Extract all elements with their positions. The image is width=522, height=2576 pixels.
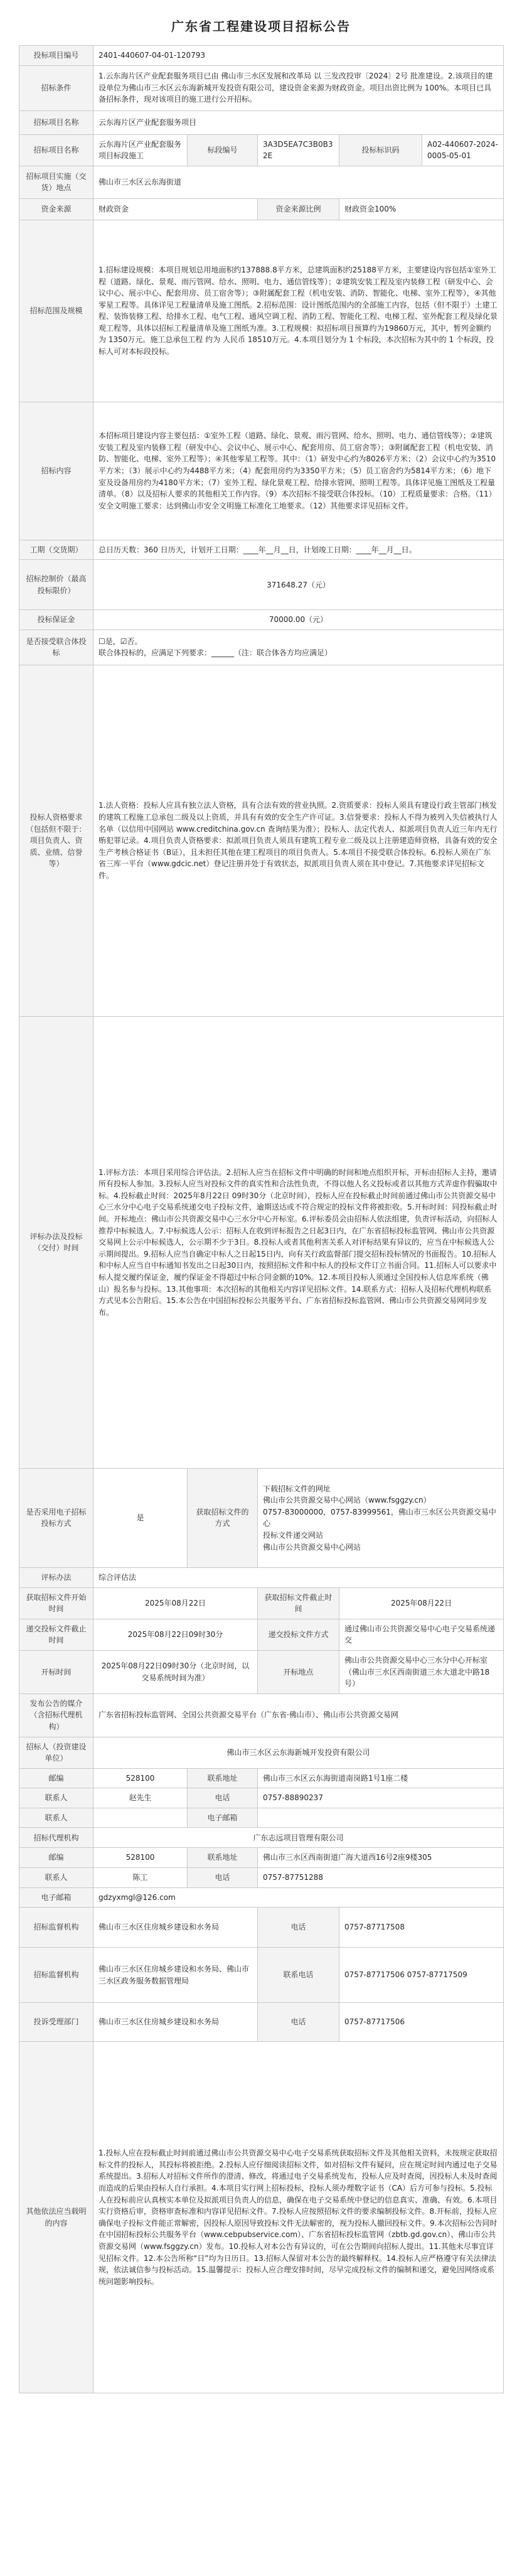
project-code-label: 投标项目编号	[19, 46, 93, 66]
publish-label: 发布公告的媒介（含招标代理机构）	[19, 1693, 93, 1737]
supervision-dept-label: 招标监督机构	[19, 1948, 93, 2003]
complaint-label: 投诉受理部门	[19, 2003, 93, 2042]
agency-person-label: 联系人	[19, 1868, 93, 1888]
platform-contact: 0757-83000000，0757-83999561，佛山市三水区公共资源交易中心	[263, 1507, 496, 1528]
submit-mode-label: 递交投标文件方式	[258, 1619, 339, 1650]
row-duration	[19, 540, 504, 560]
row-agency-email	[19, 1887, 504, 1908]
bid-conditions-text: 1.云东海片区产业配套服务项目已由 佛山市三水区发展和改革局 以 三发改投审〔2024〕2号 批准建设。2.该项目的建设单位为佛山市三水区云东海新城开发投资有限公司，建设资金来源为财政资金。项目出资比例为 100%。本项目已具备招标条件，现对该项目的施工进行公开招标。	[93, 65, 504, 110]
get-file-label: 获取招标文件开始时间	[19, 1587, 93, 1619]
agency-value: 广东志远项目管理有限公司	[93, 1828, 504, 1848]
electronic-label: 是否采用电子招标投标方式	[19, 1468, 93, 1567]
row-bid-scope	[19, 220, 504, 402]
row-complaint	[19, 2003, 504, 2042]
section-name-label: 招标项目名称	[19, 134, 93, 166]
agency-email-label: 电子邮箱	[19, 1887, 93, 1908]
tenderer-postcode-label: 邮编	[19, 1768, 93, 1788]
agency-postcode: 528100	[93, 1848, 188, 1868]
tenderer-label: 招标人（投资建设单位）	[19, 1737, 93, 1768]
tenderer-phone: 0757-88890237	[258, 1788, 504, 1808]
announcement-table	[19, 45, 504, 2393]
complaint-phone-label: 电话	[258, 2003, 339, 2042]
row-other	[19, 2042, 504, 2393]
project-name-label: 招标项目名称	[19, 110, 93, 134]
sub-code-label: 投标标识码	[339, 134, 422, 166]
duration-text: 总日历天数：360 日历天，计划开工日期：____年__月__日，计划竣工日期：____年__月__日。	[93, 540, 504, 560]
evaluation-label: 评标办法	[19, 1567, 93, 1587]
other-text: 1.投标人应在投标截止时间前通过佛山市公共资源交易中心电子交易系统获取招标文件及其他相关资料，未按规定获取招标文件的投标人，其投标将被拒绝。2.投标人应仔细阅读招标文件，如对招标文件有疑问，应在规定时间内通过电子交易系统提出。3.招标人对招标文件所作的澄清、修改，将通过电子交易系统发布，投标人应及时查阅，因投标人未及时查阅而造成的后果由投标人自行承担。4.本项目实行网上招标投标，投标人须办理数字证书（CA）后方可参与投标。5.投标人在投标前应认真核实本单位及拟派项目负责人的信息，确保在电子交易系统中登记的信息真实、准确、有效。6.本项目实行资格后审，资格审查标准和内容详见招标文件。7.投标人应按照招标文件的要求编制投标文件。8.开标前，投标人应确保电子投标文件能正常解密，因投标人原因导致投标文件无法解密的，视为投标人撤回投标文件。9.本次招标公告同时在中国招标投标公共服务平台（www.cebpubservice.com）、广东省招标投标监管网（zbtb.gd.gov.cn）、佛山市公共资源交易网（www.fsggzy.cn）发布。10.投标人对本公告有异议的，可在公告期间向招标人提出。11.其他未尽事宜详见招标文件。12.本公告所称“日”均为日历日。13.招标人保留对本公告的最终解释权。14.投标人应严格遵守有关法律法规，依法诚信参与投标活动。15.温馨提示：投标人应合理安排时间，尽早完成投标文件的编制和递交，避免因网络或系统问题影响投标。	[93, 2042, 504, 2393]
platform-label: 获取招标文件的方式	[188, 1468, 258, 1567]
tenderer-address: 佛山市三水区云东海街道南岗路1号1座二楼	[258, 1768, 504, 1788]
platform-url[interactable]: 佛山市公共资源交易中心网站（www.fsggzy.cn）	[263, 1496, 431, 1505]
submit-mode-value: 通过佛山市公共资源交易中心电子交易系统递交	[339, 1619, 504, 1650]
agency-phone-label: 电话	[188, 1868, 258, 1888]
row-section	[19, 134, 504, 166]
tenderer-agency-person	[93, 1808, 188, 1828]
row-tenderer-extra	[19, 1808, 504, 1828]
bid-scope-text: 1.招标建设规模：本项目规划总用地面积约137888.8平方米，总建筑面积约25188平方米，主要建设内容包括①室外工程（道路、绿化、景观、雨污管网、给水、照明、电力、通信管线等）；②建筑安装工程及室内装修工程（研发中心、会议中心、展示中心、配套用房、员工宿舍等）；③附属配套工程（机电安装、消防、智能化、电梯、室外工程等），④其他零星工程等。具体详见工程量清单及施工图纸。2.招标范围：设计图纸范围内的全部施工内容，包括（但不限于）土建工程、装饰装修工程、给排水工程、电气工程、通风空调工程、消防工程、智能化工程、电梯工程、室外配套工程及绿化景观工程等，具体以招标工程量清单及施工图纸为准。3.工程规模：拟招标项目预算约为19860万元，其中，暂列金额约为 1350万元。施工总承包工程 约为 人民币 18510万元。4.本项目划分为 1 个标段，本次招标为其中的 1 个标段，投标人可对本标段投标。	[93, 220, 504, 402]
duration-label: 工期（交货期）	[19, 540, 93, 560]
row-qualification	[19, 665, 504, 1016]
platform-title-value: 佛山市公共资源交易中心网站	[263, 1542, 361, 1552]
section-code-label: 标段编号	[188, 134, 258, 166]
complaint-phone: 0757-87717506	[339, 2003, 504, 2042]
row-deposit	[19, 610, 504, 630]
project-code-value: 2401-440607-04-01-120793	[93, 46, 504, 66]
supervision-phone-label: 电话	[258, 1908, 339, 1948]
tenderer-person: 赵先生	[93, 1788, 188, 1808]
section-name-value: 云东海片区产业配套服务项目标段施工	[93, 134, 188, 166]
row-tenderer	[19, 1737, 504, 1768]
section-code-value: A02-440607-2024-0005-05-01	[422, 134, 504, 166]
tenderer-postcode: 528100	[93, 1768, 188, 1788]
location-label: 招标项目实施（交货）地点	[19, 166, 93, 198]
control-price-value: 371648.27（元）	[93, 560, 504, 610]
other-label: 其他依法应当载明的内容	[19, 2042, 93, 2393]
get-file-end-value: 2025年08月22日	[339, 1587, 504, 1619]
open-label: 开标时间	[19, 1650, 93, 1693]
agency-email: gdzyxmgl@126.com	[93, 1887, 504, 1908]
agency-phone: 0757-87751288	[258, 1868, 504, 1888]
supervision-dept-phone-label: 联系电话	[258, 1948, 339, 2003]
row-fund-source	[19, 198, 504, 220]
agency-address-label: 联系地址	[188, 1848, 258, 1868]
consortium-note: 联合体投标的，应满足下列要求：______（注：联合体各方均应满足）	[99, 648, 333, 658]
tenderer-email-label: 电子邮箱	[188, 1808, 258, 1828]
bid-conditions-label: 招标条件	[19, 65, 93, 110]
deposit-value: 70000.00（元）	[93, 610, 504, 630]
qualification-text: 1.法人资格：投标人应具有独立法人资格，具有合法有效的营业执照。2.资质要求：投标人须具有建设行政主管部门核发的建筑工程施工总承包二级及以上资质，并具有有效的安全生产许可证。3.信誉要求：投标人不得为被列入失信被执行人名单（以信用中国网站 www.creditchina.gov.cn 查询结果为准）；投标人、法定代表人、拟派项目负责人近三年内无行贿犯罪记录。4.项目负责人资格要求：拟派项目负责人须具有建筑工程专业二级及以上注册建造师资格，具备有效的安全生产考核合格证书（B证），且未担任其他在建工程项目的项目负责人。5.本项目不接受联合体投标。6.投标人须在广东省三库一平台（www.gdcic.net）登记注册并处于有效状态，拟派项目负责人须在其中登记。7.其他要求详见招标文件。	[93, 665, 504, 1016]
tenderer-phone-label: 电话	[188, 1788, 258, 1808]
platform-cell	[258, 1468, 504, 1567]
tenderer-email	[258, 1808, 504, 1828]
project-name-value: 云东海片区产业配套服务项目	[93, 110, 504, 134]
methods-text: 1.评标方法：本项目采用综合评估法。2.招标人应当在招标文件中明确的时间和地点组织开标，开标由招标人主持，邀请所有投标人参加。3.投标人应当对投标文件的真实性和合法性负责，不得以他人名义投标或者以其他方式弄虚作假骗取中标。4.投标截止时间：2025年8月22日 09时30分（北京时间），投标人应在投标截止时间前通过佛山市公共资源交易中心三水分中心电子交易系统递交电子投标文件，逾期送达或不符合规定的投标文件将被拒收。5.开标时间：同投标截止时间。开标地点：佛山市公共资源交易中心三水分中心开标室。6.评标委员会由招标人依法组建，负责评标活动，向招标人推荐中标候选人。7.中标候选人公示：招标人在收到评标报告之日起3日内，在广东省招标投标监管网、佛山市公共资源交易网上公示中标候选人，公示期不少于3日。8.投标人或者其他利害关系人对评标结果有异议的，应当在中标候选人公示期间提出。9.招标人应当自确定中标人之日起15日内，向有关行政监督部门提交招标投标情况的书面报告。10.招标人和中标人应当自中标通知书发出之日起30日内，按照招标文件和中标人的投标文件订立书面合同。11.招标人可以要求中标人提交履约保证金，履约保证金不得超过中标合同金额的10%。12.本项目投标人须通过全国投标人信息库系统（佛山）报名参与投标。13.其他事项：本次招标的其他相关内容详见招标文件。14.联系方式：招标人及招标代理机构联系方式见本公告附后。15.本公告在中国招标投标公共服务平台、广东省招标投标监管网、佛山市公共资源交易网同步发布。	[93, 1016, 504, 1468]
submit-value: 2025年08月22日09时30分	[93, 1619, 258, 1650]
row-submit	[19, 1619, 504, 1650]
row-get-file	[19, 1587, 504, 1619]
open-place-label: 开标地点	[258, 1650, 339, 1693]
row-control-price	[19, 560, 504, 610]
row-bid-conditions	[19, 65, 504, 110]
agency-label: 招标代理机构	[19, 1828, 93, 1848]
qualification-label: 投标人资格要求（包括但不限于：项目负责人、资质、业绩、信誉等）	[19, 665, 93, 1016]
tenderer-agency-person-label: 联系人	[19, 1808, 93, 1828]
methods-label: 评标办法及投标（交付）时间	[19, 1016, 93, 1468]
agency-address: 佛山市三水区西南街道广海大道西16号2座9楼305	[258, 1848, 504, 1868]
supervision-label: 招标监督机构	[19, 1908, 93, 1948]
row-publish	[19, 1693, 504, 1737]
row-consortium	[19, 630, 504, 665]
consortium-cell	[93, 630, 504, 665]
row-location	[19, 166, 504, 198]
electronic-value: 是	[93, 1468, 188, 1567]
get-file-value: 2025年08月22日	[93, 1587, 258, 1619]
row-agency-contact	[19, 1868, 504, 1888]
publish-value: 广东省招标投标监管网、全国公共资源交易平台（广东省·佛山市）、佛山市公共资源交易网	[93, 1693, 504, 1737]
page-title: 广东省工程建设项目招标公告	[171, 19, 351, 34]
fund-ratio-value: 财政资金100%	[339, 198, 504, 220]
bid-content-label: 招标内容	[19, 402, 93, 540]
row-open	[19, 1650, 504, 1693]
supervision-phone: 0757-87717508	[339, 1908, 504, 1948]
agency-person: 陈工	[93, 1868, 188, 1888]
agency-postcode-label: 邮编	[19, 1848, 93, 1868]
consortium-label: 是否接受联合体投标	[19, 630, 93, 665]
bid-scope-label: 招标范围及规模	[19, 220, 93, 402]
fund-source-label: 资金来源	[19, 198, 93, 220]
platform-title-label: 投标文件递交网站	[263, 1531, 324, 1540]
complaint-value: 佛山市三水区住房城乡建设和水务局	[93, 2003, 258, 2042]
row-supervision	[19, 1908, 504, 1948]
supervision-dept-value: 佛山市三水区住房城乡建设和水务局、佛山市三水区政务服务数据管理局	[93, 1948, 258, 2003]
bid-content-text: 本招标项目建设内容主要包括：①室外工程（道路、绿化、景观、雨污管网、给水、照明、电力、通信管线等）；②建筑安装工程及室内装修工程（研发中心、会议中心、展示中心、配套用房、员工宿舍等）；③附属配套工程（机电安装、消防、智能化、电梯、室外工程等）；④其他零星工程等。其中：（1）研发中心约为8026平方米；（2）会议中心约为3510平方米；（3）展示中心约为4488平方米；（4）配套用房约为3350平方米；（5）员工宿舍约为5814平方米；（6）地下室及设备用房约为4180平方米；（7）室外工程、绿化景观工程、给排水管网、照明工程等。具体详见施工图纸及工程量清单。（8）以及招标人要求的其他相关工作内容。（9）本次招标不接受联合体投标。（10）工程质量要求：合格。（11）安全文明施工要求：达到佛山市安全文明施工标准化工地要求。（12）其他要求详见招标文件。	[93, 402, 504, 540]
consortium-value: ☐是，☑否。	[99, 636, 142, 646]
supervision-value: 佛山市三水区住房城乡建设和水务局	[93, 1908, 258, 1948]
open-value: 2025年08月22日09时30分（北京时间，以交易系统时间为准）	[93, 1650, 258, 1693]
row-supervision-dept	[19, 1948, 504, 2003]
deposit-label: 投标保证金	[19, 610, 93, 630]
fund-ratio-label: 资金来源比例	[258, 198, 339, 220]
row-methods	[19, 1016, 504, 1468]
row-bid-content	[19, 402, 504, 540]
row-electronic	[19, 1468, 504, 1567]
platform-value: 下载招标文件的网址	[263, 1484, 331, 1493]
row-evaluation	[19, 1567, 504, 1587]
row-project-code	[19, 46, 504, 66]
sub-code-value: 3A3D5EA7C3B0B32E	[258, 134, 339, 166]
row-agency-address	[19, 1848, 504, 1868]
submit-label: 递交投标文件截止时间	[19, 1619, 93, 1650]
tenderer-address-label: 联系地址	[188, 1768, 258, 1788]
row-tenderer-contact	[19, 1788, 504, 1808]
tenderer-value: 佛山市三水区云东海新城开发投资有限公司	[93, 1737, 504, 1768]
supervision-dept-phone: 0757-87717506 0757-87717509	[339, 1948, 504, 2003]
control-price-label: 招标控制价（最高投标限价）	[19, 560, 93, 610]
row-agency	[19, 1828, 504, 1848]
row-tenderer-address	[19, 1768, 504, 1788]
location-value: 佛山市三水区云东海街道	[93, 166, 504, 198]
fund-source-value: 财政资金	[93, 198, 258, 220]
get-file-end-label: 获取招标文件截止时间	[258, 1587, 339, 1619]
row-project-name	[19, 110, 504, 134]
open-place-value: 佛山市公共资源交易中心三水分中心开标室（佛山市三水区西南街道三水大道北中路18号）	[339, 1650, 504, 1693]
tenderer-person-label: 联系人	[19, 1788, 93, 1808]
evaluation-value: 综合评估法	[93, 1567, 504, 1587]
